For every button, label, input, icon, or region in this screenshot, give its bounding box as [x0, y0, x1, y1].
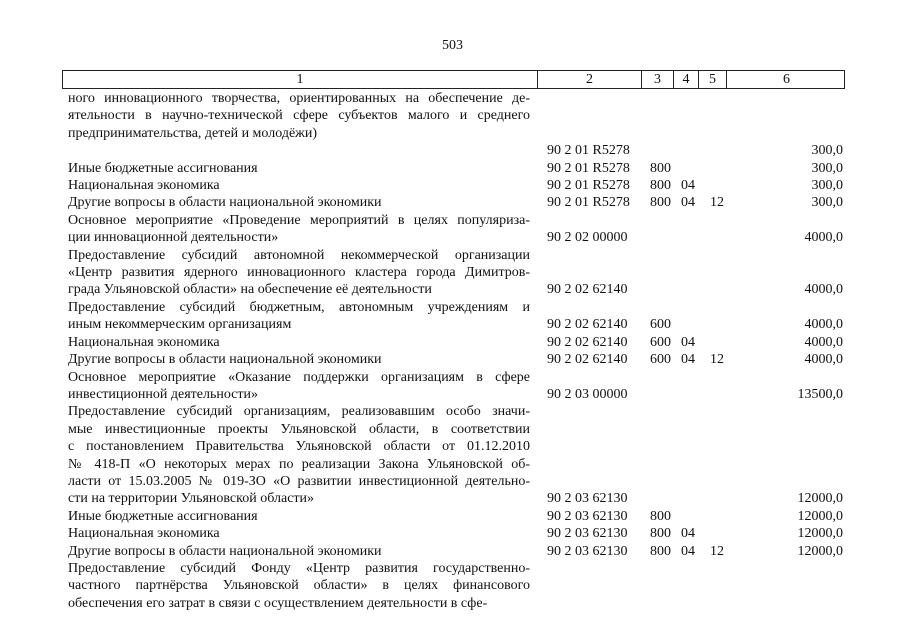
row-amount: 300,0: [811, 178, 843, 194]
row-codes: [0, 386, 905, 403]
row-description-line: Предоставление субсидий Фонду «Центр развития государственно-: [68, 560, 530, 576]
row-description-line: ции инновационной деятельности»: [68, 230, 279, 246]
table-row: [0, 142, 905, 159]
row-code: 90 2 02 62140: [547, 352, 628, 368]
table-row: [0, 403, 905, 507]
row-description-line: инвестиционной деятельности»: [68, 386, 259, 402]
row-amount: 300,0: [811, 160, 843, 176]
row-codes: [0, 194, 905, 211]
row-description-line: Другие вопросы в области национальной экономики: [68, 352, 382, 368]
row-description-line: Национальная экономика: [68, 526, 220, 542]
row-codes: [0, 525, 905, 542]
header-col-1: 1: [63, 71, 538, 88]
row-codes: [0, 125, 905, 142]
row-amount: 12000,0: [797, 526, 843, 542]
row-codes: [0, 543, 905, 560]
row-col-3: 600: [650, 317, 671, 333]
row-codes: [0, 177, 905, 194]
row-description-line: Предоставление субсидий бюджетным, автономным учреждениям и: [68, 299, 530, 315]
row-codes: [0, 490, 905, 507]
row-description-line: обеспечения его затрат в связи с осуществлением деятельности в сфе-: [68, 595, 488, 611]
row-code: 90 2 03 62130: [547, 543, 628, 559]
row-codes: [0, 281, 905, 298]
row-col-4: 04: [681, 178, 695, 194]
row-col-5: 12: [710, 352, 724, 368]
row-amount: 12000,0: [797, 508, 843, 524]
table-row: [0, 560, 905, 612]
row-description-line: Основное мероприятие «Оказание поддержки организациям в сфере: [68, 369, 530, 385]
row-amount: 300,0: [811, 195, 843, 211]
row-description-line: мые инвестиционные проекты Ульяновской области, в соответствии: [68, 421, 530, 437]
row-codes: [0, 160, 905, 177]
row-description-line: ного инновационного творчества, ориентированных на обеспечение де-: [68, 91, 530, 106]
row-amount: 4000,0: [804, 282, 843, 298]
row-col-5: 12: [710, 543, 724, 559]
row-col-3: 800: [650, 508, 671, 524]
row-code: 90 2 02 62140: [547, 317, 628, 333]
header-col-4: 4: [674, 71, 699, 88]
header-col-5: 5: [699, 71, 727, 88]
row-description-line: № 418-П «О некоторых мерах по реализации Закона Ульяновской об-: [68, 456, 530, 472]
table-row: [0, 508, 905, 525]
table-row: [0, 334, 905, 351]
table-row: [0, 194, 905, 211]
row-code: 90 2 02 62140: [547, 282, 628, 298]
row-codes: [0, 142, 905, 159]
row-code: 90 2 03 62130: [547, 526, 628, 542]
row-amount: 4000,0: [804, 334, 843, 350]
row-description-line: с постановлением Правительства Ульяновской области от 01.12.2010: [68, 439, 530, 455]
row-col-3: 800: [650, 526, 671, 542]
row-description-line: Предоставление субсидий организациям, реализовавшим особо значи-: [68, 404, 530, 420]
row-code: 90 2 01 R5278: [547, 160, 630, 176]
row-code: 90 2 01 R5278: [547, 195, 630, 211]
row-col-3: 800: [650, 160, 671, 176]
row-description-line: Национальная экономика: [68, 334, 220, 350]
row-code: 90 2 01 R5278: [547, 143, 630, 159]
row-codes: [0, 351, 905, 368]
table-body: [0, 90, 905, 612]
table-row: [0, 543, 905, 560]
row-description-line: предпринимательства, детей и молодёжи): [68, 125, 317, 141]
page-number: 503: [442, 38, 463, 53]
row-col-4: 04: [681, 543, 695, 559]
row-col-3: 800: [650, 195, 671, 211]
row-description-line: иным некоммерческим организациям: [68, 317, 292, 333]
header-col-3: 3: [642, 71, 674, 88]
table-row: [0, 160, 905, 177]
row-code: 90 2 03 62130: [547, 491, 628, 507]
table-row: [0, 177, 905, 194]
row-codes: [0, 595, 905, 612]
row-code: 90 2 01 R5278: [547, 178, 630, 194]
table-row: [0, 90, 905, 142]
row-description-line: «Центр развития ядерного инновационного кластера города Димитров-: [68, 265, 530, 281]
row-description-line: Другие вопросы в области национальной экономики: [68, 543, 382, 559]
row-col-4: 04: [681, 334, 695, 350]
row-description-line: Предоставление субсидий автономной некоммерческой организации: [68, 247, 530, 263]
table-row: [0, 212, 905, 247]
row-amount: 12000,0: [797, 543, 843, 559]
row-code: 90 2 02 62140: [547, 334, 628, 350]
row-col-3: 600: [650, 352, 671, 368]
row-amount: 4000,0: [804, 230, 843, 246]
table-header: [62, 70, 845, 89]
row-col-5: 12: [710, 195, 724, 211]
row-amount: 13500,0: [797, 386, 843, 402]
row-description-line: Национальная экономика: [68, 178, 220, 194]
row-description-line: ятельности в научно-технической сфере субъектов малого и среднего: [68, 108, 530, 124]
row-description-line: Иные бюджетные ассигнования: [68, 160, 258, 176]
table-row: [0, 369, 905, 404]
row-description-line: ласти от 15.03.2005 № 019-ЗО «О развитии инвестиционной деятельно-: [68, 473, 530, 489]
row-codes: [0, 508, 905, 525]
row-amount: 12000,0: [797, 491, 843, 507]
header-col-6: 6: [783, 72, 790, 87]
row-description-line: частного партнёрства Ульяновской области» в целях финансового: [68, 578, 530, 594]
row-description-line: града Ульяновской области» на обеспечение её деятельности: [68, 282, 432, 298]
row-codes: [0, 229, 905, 246]
row-description-line: сти на территории Ульяновской области»: [68, 491, 315, 507]
header-col-2: 2: [538, 71, 642, 88]
row-description-line: Иные бюджетные ассигнования: [68, 508, 258, 524]
row-amount: 4000,0: [804, 317, 843, 333]
row-col-4: 04: [681, 526, 695, 542]
row-code: 90 2 03 00000: [547, 386, 628, 402]
table-row: [0, 247, 905, 299]
row-codes: [0, 334, 905, 351]
row-code: 90 2 03 62130: [547, 508, 628, 524]
row-description-line: Основное мероприятие «Проведение мероприятий в целях популяриза-: [68, 212, 530, 228]
row-col-3: 600: [650, 334, 671, 350]
row-description-line: Другие вопросы в области национальной экономики: [68, 195, 382, 211]
row-amount: 300,0: [811, 143, 843, 159]
row-col-3: 800: [650, 543, 671, 559]
row-col-4: 04: [681, 195, 695, 211]
row-col-3: 800: [650, 178, 671, 194]
row-col-4: 04: [681, 352, 695, 368]
row-code: 90 2 02 00000: [547, 230, 628, 246]
table-row: [0, 299, 905, 334]
row-codes: [0, 316, 905, 333]
table-row: [0, 351, 905, 368]
table-row: [0, 525, 905, 542]
row-amount: 4000,0: [804, 352, 843, 368]
